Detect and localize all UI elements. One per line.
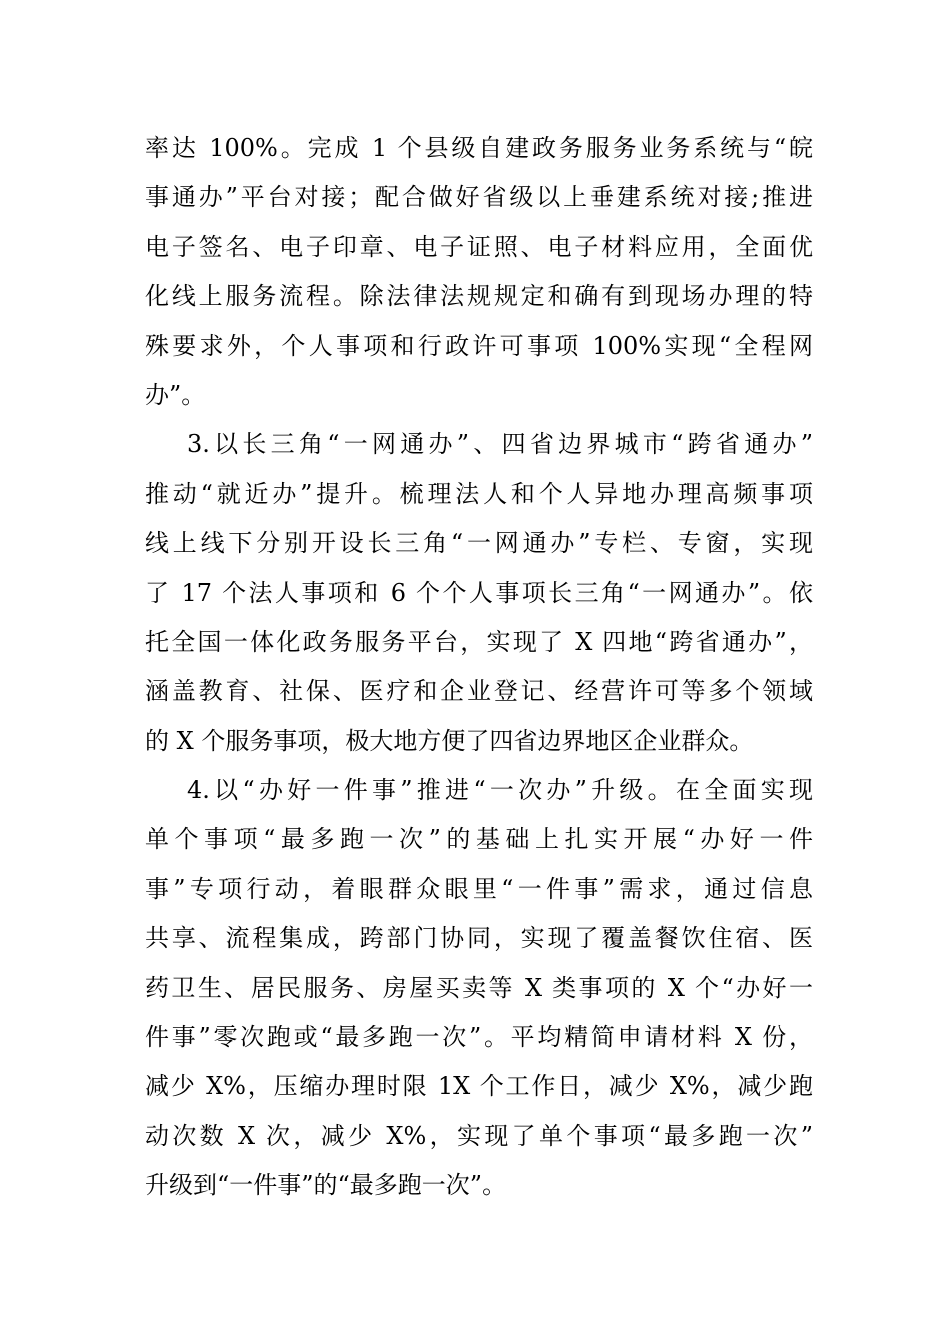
text-line: 事通办”平台对接；配合做好省级以上垂建系统对接;推进 [145, 183, 813, 212]
paragraph-continuation [145, 124, 813, 420]
text-line: 单个事项“最多跑一次”的基础上扎实开展“办好一件 [145, 825, 813, 854]
text-line: 事”专项行动，着眼群众眼里“一件事”需求，通过信息 [145, 874, 813, 903]
text-line: 减少 X%，压缩办理时限 1X 个工作日，减少 X%，减少跑 [145, 1072, 813, 1101]
text-line: 药卫生、居民服务、房屋买卖等 X 类事项的 X 个“办好一 [145, 973, 813, 1002]
document-body [145, 124, 813, 1211]
text-line: 3.以长三角“一网通办”、四省边界城市“跨省通办” [187, 430, 813, 459]
text-line: 了 17 个法人事项和 6 个个人事项长三角“一网通办”。依 [145, 578, 813, 607]
text-line: 托全国一体化政务服务平台，实现了 X 四地“跨省通办”， [145, 627, 813, 656]
text-line: 4.以“办好一件事”推进“一次办”升级。在全面实现 [187, 776, 813, 805]
text-line: 共享、流程集成，跨部门协同，实现了覆盖餐饮住宿、医 [145, 924, 813, 953]
text-line: 动次数 X 次，减少 X%，实现了单个事项“最多跑一次” [145, 1121, 813, 1150]
paragraph-4 [145, 766, 813, 1211]
paragraph-3 [145, 420, 813, 766]
text-line: 件事”零次跑或“最多跑一次”。平均精简申请材料 X 份， [145, 1023, 813, 1052]
text-line: 涵盖教育、社保、医疗和企业登记、经营许可等多个领域 [145, 677, 813, 706]
text-line: 的 X 个服务事项，极大地方便了四省边界地区企业群众。 [145, 726, 754, 755]
text-line: 率达 100%。完成 1 个县级自建政务服务业务系统与“皖 [145, 134, 813, 162]
text-line: 电子签名、电子印章、电子证照、电子材料应用，全面优 [145, 232, 813, 261]
text-line: 化线上服务流程。除法律法规规定和确有到现场办理的特 [145, 282, 813, 311]
text-line: 线上线下分别开设长三角“一网通办”专栏、专窗，实现 [145, 529, 813, 558]
text-line: 升级到“一件事”的“最多跑一次”。 [145, 1171, 507, 1200]
text-line: 推动“就近办”提升。梳理法人和个人异地办理高频事项 [145, 479, 813, 508]
text-line: 办”。 [145, 380, 206, 409]
text-line: 殊要求外，个人事项和行政许可事项 100%实现“全程网 [145, 331, 813, 360]
